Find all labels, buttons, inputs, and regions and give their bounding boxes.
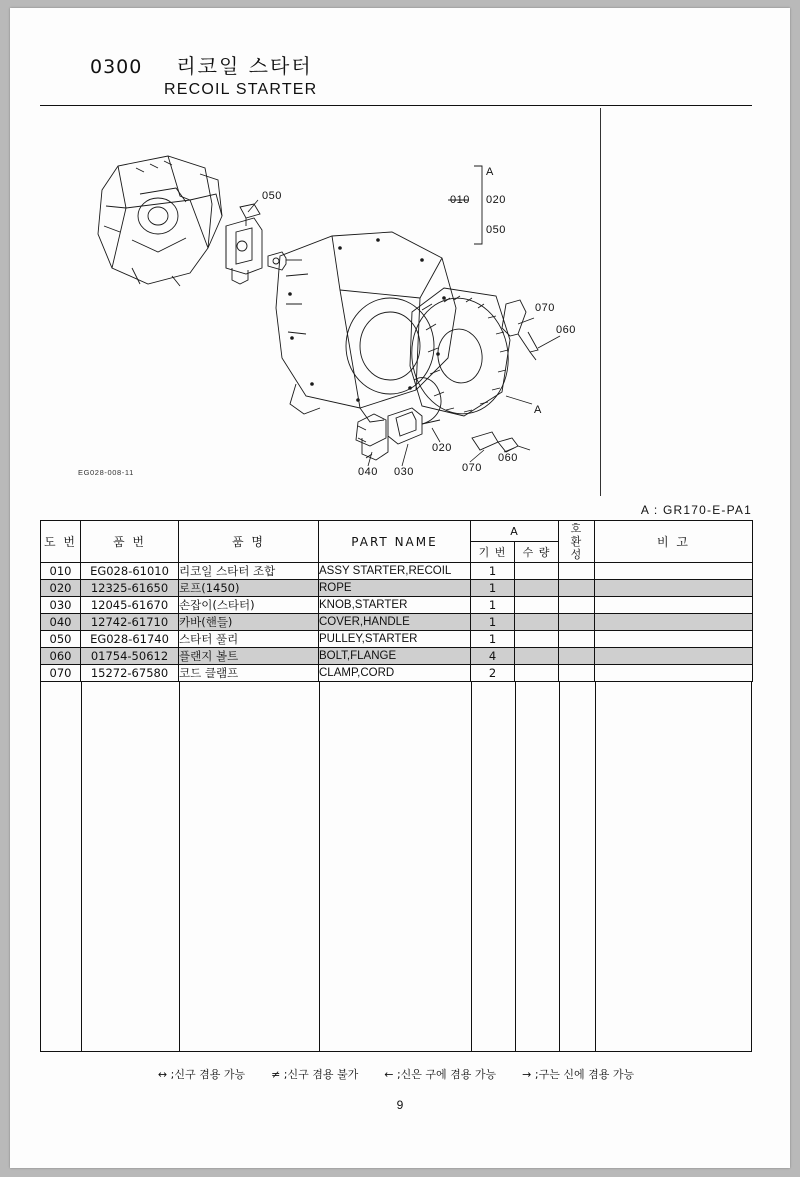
cell-remarks [595, 665, 753, 682]
cell-ref: 020 [41, 580, 81, 597]
cell-name-en: KNOB,STARTER [319, 597, 471, 614]
header-interchange: 호 환 성 [559, 521, 595, 563]
interchange-legend [40, 1066, 752, 1082]
parts-table-body [41, 563, 753, 682]
parts-table [40, 520, 753, 682]
header-name-en: PART NAME [319, 521, 471, 563]
cell-part-no: 15272-67580 [81, 665, 179, 682]
callout-030: 030 [394, 466, 414, 478]
table-row[interactable] [41, 597, 753, 614]
callout-010: 010 [450, 194, 470, 206]
header-ref: 도 번 [41, 521, 81, 563]
cell-part-no: 01754-50612 [81, 648, 179, 665]
cell-name-ko: 플랜지 볼트 [179, 648, 319, 665]
table-row[interactable] [41, 563, 753, 580]
callout-variant-a-mid: A [534, 404, 542, 416]
cell-group-qty [515, 614, 559, 631]
cell-interchange [559, 580, 595, 597]
cell-remarks [595, 648, 753, 665]
section-title-english: RECOIL STARTER [164, 81, 318, 98]
callout-020-variant: 020 [486, 194, 506, 206]
cell-remarks [595, 597, 753, 614]
exploded-view-figure [40, 108, 752, 517]
cell-group-index: 1 [471, 631, 515, 648]
cell-name-ko: 로프(1450) [179, 580, 319, 597]
table-row[interactable] [41, 580, 753, 597]
cell-ref: 060 [41, 648, 81, 665]
cell-name-en: BOLT,FLANGE [319, 648, 471, 665]
cell-group-index: 1 [471, 597, 515, 614]
cell-ref: 070 [41, 665, 81, 682]
cell-interchange [559, 648, 595, 665]
cell-remarks [595, 614, 753, 631]
header-group-a: A [471, 521, 559, 542]
cell-group-qty [515, 631, 559, 648]
header-remarks: 비 고 [595, 521, 753, 563]
table-row[interactable] [41, 614, 753, 631]
cell-part-no: 12325-61650 [81, 580, 179, 597]
table-row[interactable] [41, 631, 753, 648]
legend-item-both: ↔ ;신구 겸용 가능 [157, 1068, 246, 1081]
cell-group-index: 2 [471, 665, 515, 682]
callout-variant-a-top: A [486, 166, 494, 178]
cell-interchange [559, 631, 595, 648]
legend-item-new-to-old: ← ;신은 구에 겸용 가능 [384, 1068, 497, 1081]
recoil-starter-diagram [40, 108, 752, 496]
callout-070-upper: 070 [535, 302, 555, 314]
header-name-ko: 품 명 [179, 521, 319, 563]
cell-name-en: CLAMP,CORD [319, 665, 471, 682]
cell-remarks [595, 631, 753, 648]
header-group-qty: 수 량 [515, 542, 559, 563]
cell-part-no: EG028-61010 [81, 563, 179, 580]
callout-020: 020 [432, 442, 452, 454]
cell-name-ko: 리코일 스타터 조합 [179, 563, 319, 580]
cell-ref: 030 [41, 597, 81, 614]
cell-interchange [559, 665, 595, 682]
cell-part-no: 12045-61670 [81, 597, 179, 614]
callout-040: 040 [358, 466, 378, 478]
cell-interchange [559, 614, 595, 631]
page-number: 9 [396, 1098, 404, 1112]
cell-group-qty [515, 580, 559, 597]
cell-ref: 010 [41, 563, 81, 580]
table-row[interactable] [41, 665, 753, 682]
cell-name-en: COVER,HANDLE [319, 614, 471, 631]
callout-060-upper: 060 [556, 324, 576, 336]
callout-070-lower: 070 [462, 462, 482, 474]
cell-name-en: ROPE [319, 580, 471, 597]
cell-remarks [595, 563, 753, 580]
cell-group-index: 4 [471, 648, 515, 665]
variant-note: A : GR170-E-PA1 [640, 503, 752, 517]
section-title-korean: 리코일 스타터 [176, 54, 313, 78]
cell-group-index: 1 [471, 614, 515, 631]
cell-ref: 050 [41, 631, 81, 648]
cell-interchange [559, 597, 595, 614]
header-part-no: 품 번 [81, 521, 179, 563]
legend-item-none: ≠ ;신구 겸용 불가 [271, 1068, 359, 1081]
cell-part-no: EG028-61740 [81, 631, 179, 648]
cell-group-qty [515, 597, 559, 614]
cell-interchange [559, 563, 595, 580]
table-empty-area [40, 682, 752, 1052]
cell-name-en: ASSY STARTER,RECOIL [319, 563, 471, 580]
page-header [90, 50, 730, 99]
callout-050-variant: 050 [486, 224, 506, 236]
cell-group-qty [515, 563, 559, 580]
table-row[interactable] [41, 648, 753, 665]
header-divider [40, 105, 752, 106]
cell-part-no: 12742-61710 [81, 614, 179, 631]
document-page [10, 8, 790, 1168]
cell-group-index: 1 [471, 563, 515, 580]
cell-name-ko: 코드 클램프 [179, 665, 319, 682]
cell-name-ko: 손잡이(스타터) [179, 597, 319, 614]
cell-name-en: PULLEY,STARTER [319, 631, 471, 648]
legend-item-old-to-new: → ;구는 신에 겸용 가능 [522, 1068, 635, 1081]
header-group-index: 기 번 [471, 542, 515, 563]
cell-group-index: 1 [471, 580, 515, 597]
callout-060-lower: 060 [498, 452, 518, 464]
parts-table-wrapper [40, 520, 752, 1052]
cell-name-ko: 카바(핸들) [179, 614, 319, 631]
cell-remarks [595, 580, 753, 597]
callout-050-upper: 050 [262, 190, 282, 202]
cell-ref: 040 [41, 614, 81, 631]
section-number: 0300 [90, 56, 143, 78]
cell-group-qty [515, 665, 559, 682]
header-title-row [90, 50, 730, 79]
cell-name-ko: 스타터 풀리 [179, 631, 319, 648]
cell-group-qty [515, 648, 559, 665]
drawing-code: EG028-008-11 [78, 468, 134, 477]
